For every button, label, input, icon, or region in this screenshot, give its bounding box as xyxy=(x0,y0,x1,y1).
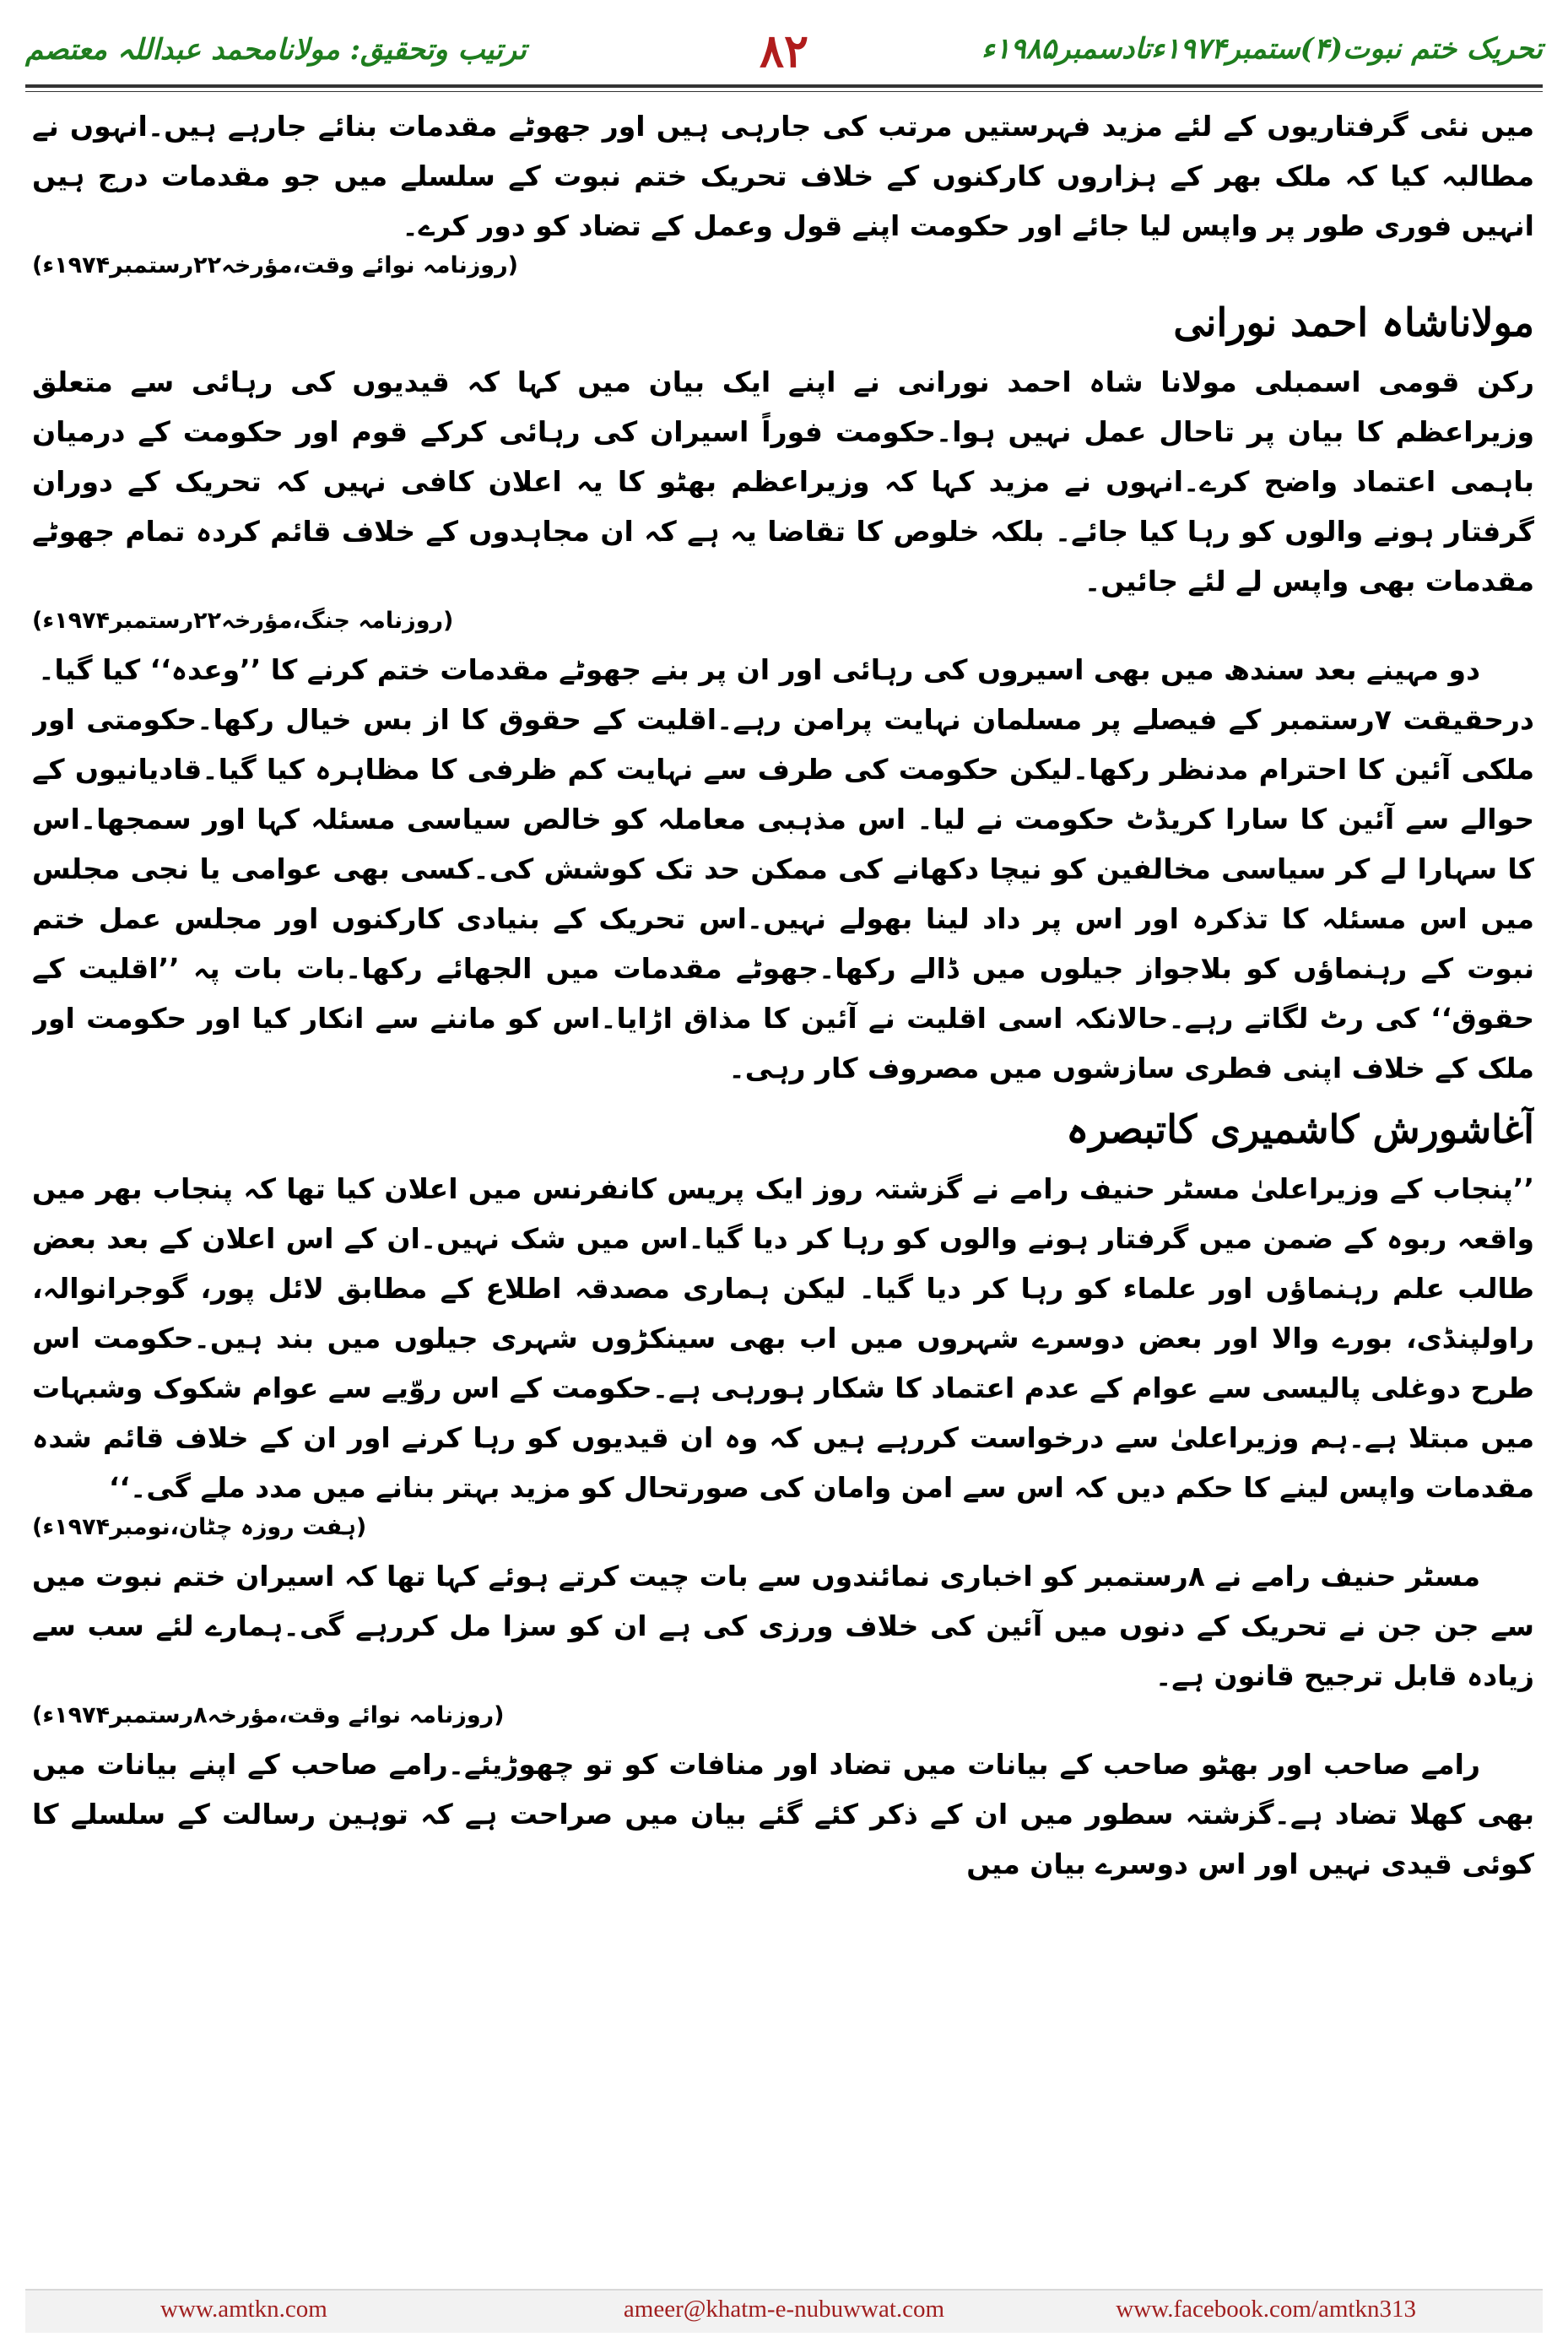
paragraph-5-quote: ’’پنجاب کے وزیراعلیٰ مسٹر حنیف رامے نے گزشتہ روز ایک پریس کانفرنس میں اعلان کیا تھا کہ پنجاب بھر میں واقعہ ربوہ کے ضمن میں گرفتار ہونے والوں کو رہا کر دیا گیا۔اس میں شک نہیں۔ان کے اس اعلان کے بعد بعض طالب علم رہنماؤں اور علماء کو رہا کر دیا گیا۔ لیکن ہماری مصدقہ اطلاع کے مطابق لائل پور، گوجرانوالہ، راولپنڈی، بورے والا اور بعض دوسرے شہروں میں اب بھی سینکڑوں شہری جیلوں میں بند ہیں۔حکومت اس طرح دوغلی پالیسی سے عوام کے عدم اعتماد کا شکار ہورہی ہے۔حکومت کے اس روّیے سے عوام شکوک وشبہات میں مبتلا ہے۔ہم وزیراعلیٰ سے درخواست کررہے ہیں کہ وہ ان قیدیوں کو رہا کرنے اور ان کے خلاف قائم شدہ مقدمات واپس لینے کا حکم دیں کہ اس سے امن وامان کی صورتحال کو مزید بہتر بنانے میں مدد ملے گی۔‘‘ xyxy=(32,1172,1534,1504)
header-rule-thick xyxy=(25,84,1543,88)
paragraph-4: درحقیقت ۷رستمبر کے فیصلے پر مسلمان نہایت پرامن رہے۔اقلیت کے حقوق کا از بس خیال رکھا۔حکومتی اور ملکی آئین کا احترام مدنظر رکھا۔لیکن حکومت کی طرف سے نہایت کم ظرفی کا مظاہرہ کیا گیا۔قادیانیوں کے حوالے سے آئین کا سارا کریڈٹ حکومت نے لیا۔ اس مذہبی معاملہ کو خالص سیاسی مسئلہ کہا اور سمجھا۔اس کا سہارا لے کر سیاسی مخالفین کو نیچا دکھانے کی ممکن حد تک کوشش کی۔کسی بھی عوامی یا نجی مجلس میں اس مسئلہ کا تذکرہ اور اس پر داد لینا بھولے نہیں۔اس تحریک کے بنیادی کارکنوں اور مجلس عمل ختم نبوت کے رہنماؤں کو بلاجواز جیلوں میں ڈالے رکھا۔جھوٹے مقدمات میں الجھائے رکھا۔بات بات پہ ’’اقلیت کے حقوق‘‘ کی رٹ لگاتے رہے۔حالانکہ اسی اقلیت نے آئین کا مذاق اڑایا۔اس کو ماننے سے انکار کیا اور حکومت اور ملک کے خلاف اپنی فطری سازشوں میں مصروف کار رہی۔ xyxy=(32,703,1534,1084)
source-citation-3: (ہفت روزہ چٹان،نومبر۱۹۷۴ء) xyxy=(32,1514,367,1540)
header-rule-thin xyxy=(25,91,1543,92)
page-footer xyxy=(25,2289,1543,2333)
section-heading-noorani: مولاناشاہ احمد نورانی xyxy=(1173,300,1534,345)
page-header xyxy=(25,24,1543,78)
paragraph-3: دو مہینے بعد سندھ میں بھی اسیروں کی رہائی اور ان پر بنے جھوٹے مقدمات ختم کرنے کا ’’وعدہ‘‘ کیا گیا۔ xyxy=(38,653,1480,686)
page-number: ۸۲ xyxy=(759,24,808,78)
header-compiler: ترتیب وتحقیق: مولانامحمد عبداللہ معتصم xyxy=(25,33,527,67)
footer-website-link[interactable]: www.amtkn.com xyxy=(160,2296,327,2323)
source-citation-4: (روزنامہ نوائے وقت،مؤرخہ۸رستمبر۱۹۷۴ء) xyxy=(32,1702,505,1728)
page-body xyxy=(32,101,1534,2266)
footer-facebook-link[interactable]: www.facebook.com/amtkn313 xyxy=(1116,2296,1416,2323)
paragraph-2: رکن قومی اسمبلی مولانا شاہ احمد نورانی نے اپنے ایک بیان میں کہا کہ قیدیوں کی رہائی سے متعلق وزیراعظم کا بیان پر تاحال عمل نہیں ہوا۔حکومت فوراً اسیران کی رہائی کرکے قوم اور حکومت کے درمیان باہمی اعتماد واضح کرے۔انہوں نے مزید کہا کہ وزیراعظم بھٹو کا یہ اعلان کافی نہیں کہ تحریک کے دوران گرفتار ہونے والوں کو رہا کیا جائے۔ بلکہ خلوص کا تقاضا یہ ہے کہ ان مجاہدوں کے خلاف قائم کردہ تمام جھوٹے مقدمات بھی واپس لے لئے جائیں۔ xyxy=(32,365,1534,598)
section-heading-shorish: آغاشورش کاشمیری کاتبصرہ xyxy=(1066,1106,1534,1152)
footer-email-link[interactable]: ameer@khatm-e-nubuwwat.com xyxy=(623,2296,945,2323)
paragraph-7: رامے صاحب اور بھٹو صاحب کے بیانات میں تضاد اور منافات کو تو چھوڑیئے۔رامے صاحب کے اپنے بیانات میں بھی کھلا تضاد ہے۔گزشتہ سطور میں ان کے ذکر کئے گئے بیان میں صراحت ہے کہ توہین رسالت کے سلسلے کا کوئی قیدی نہیں اور اس دوسرے بیان میں xyxy=(32,1748,1534,1880)
paragraph-1: میں نئی گرفتاریوں کے لئے مزید فہرستیں مرتب کی جارہی ہیں اور جھوٹے مقدمات بنائے جارہے ہیں۔انہوں نے مطالبہ کیا کہ ملک بھر کے ہزاروں کارکنوں کے خلاف تحریک ختم نبوت کے سلسلے میں جو مقدمات درج ہیں انہیں فوری طور پر واپس لیا جائے اور حکومت اپنے قول وعمل کے تضاد کو دور کرے۔ xyxy=(32,110,1534,242)
source-citation-2: (روزنامہ جنگ،مؤرخہ۲۲رستمبر۱۹۷۴ء) xyxy=(32,608,454,634)
paragraph-6: مسٹر حنیف رامے نے ۸رستمبر کو اخباری نمائندوں سے بات چیت کرتے ہوئے کہا تھا کہ اسیران ختم نبوت میں سے جن جن نے تحریک کے دنوں میں آئین کی خلاف ورزی کی ہے ان کو سزا مل کررہے گی۔ہمارے لئے سب سے زیادہ قابل ترجیح قانون ہے۔ xyxy=(32,1560,1534,1692)
header-book-title: تحریک ختم نبوت(۴)ستمبر۱۹۷۴ءتادسمبر۱۹۸۵ء xyxy=(981,32,1543,66)
source-citation-1: (روزنامہ نوائے وقت،مؤرخہ۲۲رستمبر۱۹۷۴ء) xyxy=(32,252,518,279)
